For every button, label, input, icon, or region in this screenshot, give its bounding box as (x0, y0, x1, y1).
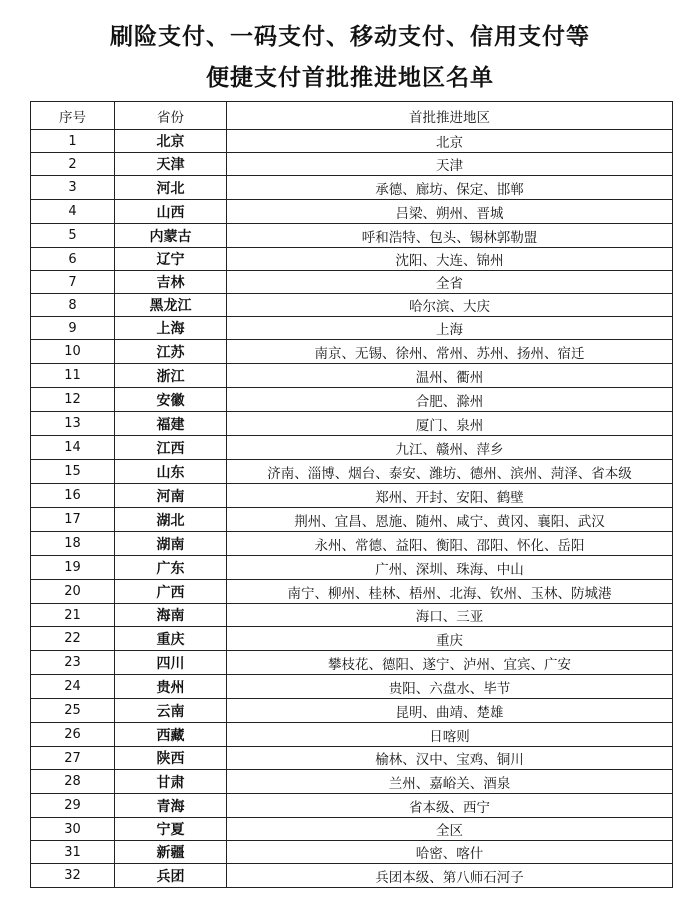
cell-no: 29 (31, 794, 115, 818)
table-row (31, 508, 673, 532)
cell-no: 13 (31, 412, 115, 436)
cell-no: 30 (31, 818, 115, 841)
column-header-no: 序号 (31, 102, 115, 130)
cell-province: 贵州 (115, 675, 227, 699)
cell-area: 南京、无锡、徐州、常州、苏州、扬州、宿迁 (227, 340, 673, 364)
cell-province: 天津 (115, 153, 227, 176)
cell-province: 陕西 (115, 747, 227, 770)
cell-no: 7 (31, 271, 115, 294)
cell-area: 沈阳、大连、锦州 (227, 248, 673, 271)
cell-province: 江苏 (115, 340, 227, 364)
cell-area: 广州、深圳、珠海、中山 (227, 556, 673, 580)
cell-area: 天津 (227, 153, 673, 176)
cell-no: 5 (31, 224, 115, 248)
cell-province: 新疆 (115, 841, 227, 864)
cell-province: 宁夏 (115, 818, 227, 841)
cell-no: 26 (31, 723, 115, 747)
cell-no: 12 (31, 388, 115, 412)
cell-province: 江西 (115, 436, 227, 460)
cell-province: 黑龙江 (115, 294, 227, 317)
table-row (31, 364, 673, 388)
cell-no: 16 (31, 484, 115, 508)
cell-no: 3 (31, 176, 115, 200)
cell-no: 20 (31, 580, 115, 604)
cell-no: 32 (31, 864, 115, 888)
table-row (31, 388, 673, 412)
table-row (31, 248, 673, 271)
cell-area: 全区 (227, 818, 673, 841)
cell-province: 湖南 (115, 532, 227, 556)
cell-province: 海南 (115, 604, 227, 627)
cell-area: 省本级、西宁 (227, 794, 673, 818)
cell-no: 8 (31, 294, 115, 317)
cell-area: 济南、淄博、烟台、泰安、潍坊、德州、滨州、菏泽、省本级 (227, 460, 673, 484)
cell-province: 兵团 (115, 864, 227, 888)
cell-area: 贵阳、六盘水、毕节 (227, 675, 673, 699)
cell-no: 25 (31, 699, 115, 723)
cell-province: 重庆 (115, 627, 227, 651)
cell-area: 重庆 (227, 627, 673, 651)
table-row (31, 271, 673, 294)
table-row (31, 532, 673, 556)
cell-area: 昆明、曲靖、楚雄 (227, 699, 673, 723)
cell-area: 日喀则 (227, 723, 673, 747)
cell-province: 山西 (115, 200, 227, 224)
cell-no: 1 (31, 130, 115, 153)
cell-area: 吕梁、朔州、晋城 (227, 200, 673, 224)
table-row (31, 317, 673, 340)
cell-no: 31 (31, 841, 115, 864)
table-row (31, 224, 673, 248)
cell-province: 上海 (115, 317, 227, 340)
cell-province: 甘肃 (115, 770, 227, 794)
cell-no: 10 (31, 340, 115, 364)
table-row (31, 699, 673, 723)
cell-province: 青海 (115, 794, 227, 818)
regions-table (30, 101, 673, 888)
table-row (31, 176, 673, 200)
cell-no: 21 (31, 604, 115, 627)
cell-area: 承德、廊坊、保定、邯郸 (227, 176, 673, 200)
cell-no: 18 (31, 532, 115, 556)
cell-area: 上海 (227, 317, 673, 340)
cell-area: 永州、常德、益阳、衡阳、邵阳、怀化、岳阳 (227, 532, 673, 556)
cell-no: 2 (31, 153, 115, 176)
document-title-line1: 刷险支付、一码支付、移动支付、信用支付等 (110, 23, 590, 50)
cell-no: 6 (31, 248, 115, 271)
table-body (31, 130, 673, 888)
cell-area: 温州、衢州 (227, 364, 673, 388)
document-title-line2: 便捷支付首批推进地区名单 (206, 64, 494, 91)
cell-area: 兰州、嘉峪关、酒泉 (227, 770, 673, 794)
cell-area: 兵团本级、第八师石河子 (227, 864, 673, 888)
table-row (31, 484, 673, 508)
cell-province: 吉林 (115, 271, 227, 294)
table-row (31, 340, 673, 364)
cell-area: 攀枝花、德阳、遂宁、泸州、宜宾、广安 (227, 651, 673, 675)
cell-no: 28 (31, 770, 115, 794)
table-row (31, 604, 673, 627)
cell-area: 九江、赣州、萍乡 (227, 436, 673, 460)
table-row (31, 580, 673, 604)
column-header-province: 省份 (115, 102, 227, 130)
cell-no: 9 (31, 317, 115, 340)
cell-province: 安徽 (115, 388, 227, 412)
cell-no: 24 (31, 675, 115, 699)
cell-province: 广西 (115, 580, 227, 604)
table-row (31, 294, 673, 317)
table-row (31, 460, 673, 484)
table-header-row (31, 102, 673, 130)
cell-area: 北京 (227, 130, 673, 153)
cell-province: 西藏 (115, 723, 227, 747)
cell-no: 11 (31, 364, 115, 388)
table-row (31, 651, 673, 675)
cell-province: 山东 (115, 460, 227, 484)
cell-area: 呼和浩特、包头、锡林郭勒盟 (227, 224, 673, 248)
cell-no: 15 (31, 460, 115, 484)
cell-no: 4 (31, 200, 115, 224)
cell-province: 河南 (115, 484, 227, 508)
cell-province: 辽宁 (115, 248, 227, 271)
column-header-area: 首批推进地区 (227, 102, 673, 130)
cell-area: 郑州、开封、安阳、鹤壁 (227, 484, 673, 508)
cell-area: 哈密、喀什 (227, 841, 673, 864)
cell-province: 河北 (115, 176, 227, 200)
table-row (31, 794, 673, 818)
table-row (31, 556, 673, 580)
cell-no: 17 (31, 508, 115, 532)
cell-no: 27 (31, 747, 115, 770)
cell-province: 浙江 (115, 364, 227, 388)
table-row (31, 675, 673, 699)
table-row (31, 627, 673, 651)
table-row (31, 864, 673, 888)
cell-province: 湖北 (115, 508, 227, 532)
table-row (31, 436, 673, 460)
table-row (31, 723, 673, 747)
cell-area: 南宁、柳州、桂林、梧州、北海、钦州、玉林、防城港 (227, 580, 673, 604)
table-row (31, 130, 673, 153)
cell-no: 14 (31, 436, 115, 460)
cell-area: 合肥、滁州 (227, 388, 673, 412)
cell-area: 全省 (227, 271, 673, 294)
cell-province: 内蒙古 (115, 224, 227, 248)
table-row (31, 747, 673, 770)
cell-no: 19 (31, 556, 115, 580)
cell-province: 福建 (115, 412, 227, 436)
cell-province: 北京 (115, 130, 227, 153)
cell-area: 哈尔滨、大庆 (227, 294, 673, 317)
cell-area: 海口、三亚 (227, 604, 673, 627)
table-row (31, 841, 673, 864)
cell-no: 23 (31, 651, 115, 675)
cell-province: 四川 (115, 651, 227, 675)
cell-area: 厦门、泉州 (227, 412, 673, 436)
cell-province: 广东 (115, 556, 227, 580)
cell-province: 云南 (115, 699, 227, 723)
table-row (31, 818, 673, 841)
table-row (31, 412, 673, 436)
cell-no: 22 (31, 627, 115, 651)
table-row (31, 770, 673, 794)
cell-area: 榆林、汉中、宝鸡、铜川 (227, 747, 673, 770)
table-row (31, 153, 673, 176)
table-row (31, 200, 673, 224)
cell-area: 荆州、宜昌、恩施、随州、咸宁、黄冈、襄阳、武汉 (227, 508, 673, 532)
